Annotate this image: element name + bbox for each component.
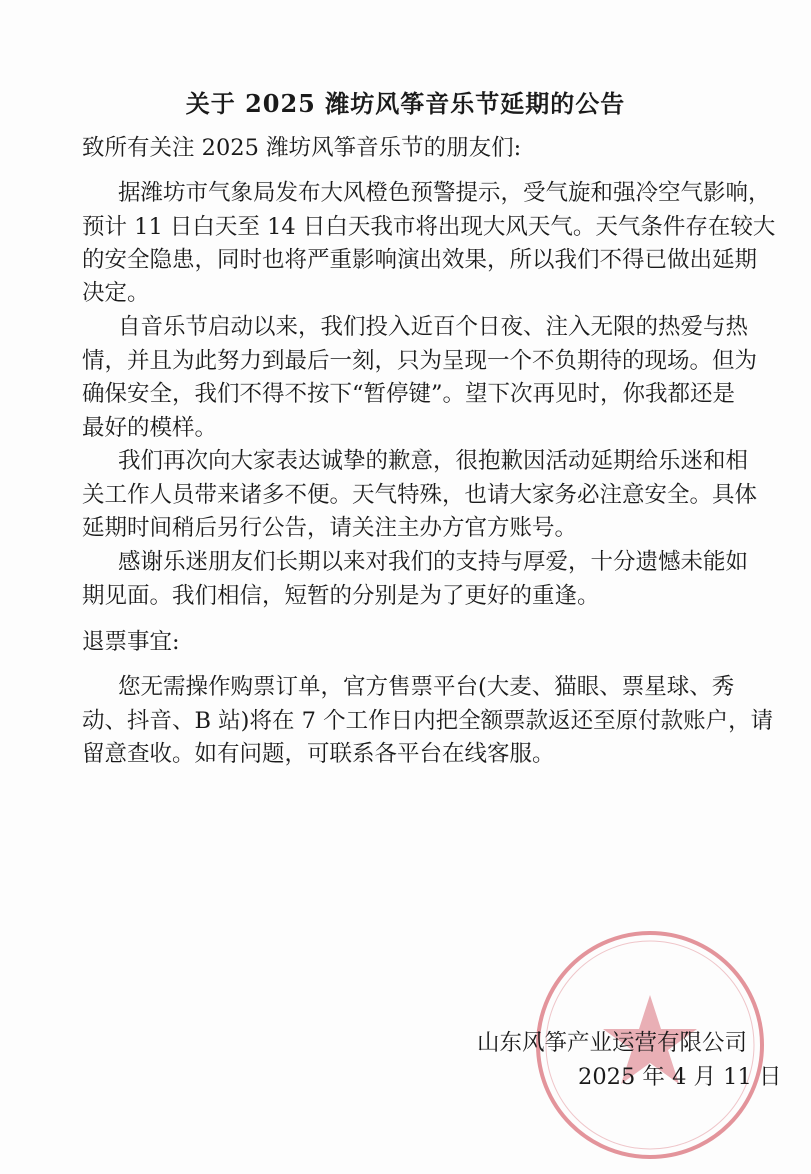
signature-company: 山东风筝产业运营有限公司 xyxy=(477,1030,748,1056)
paragraph-line: 预计 11 日白天至 14 日白天我市将出现大风天气。天气条件存在较大 xyxy=(82,214,776,240)
paragraph-line: 决定。 xyxy=(82,280,150,306)
paragraph-line: 自音乐节启动以来，我们投入近百个日夜、注入无限的热爱与热 xyxy=(118,314,749,340)
refund-heading: 退票事宜: xyxy=(82,629,180,655)
signature-date: 2025 年 4 月 11 日 xyxy=(578,1064,782,1090)
paragraph-line: 确保安全，我们不得不按下“暂停键”。望下次再见时，你我都还是 xyxy=(82,381,736,407)
paragraph-line: 我们再次向大家表达诚挚的歉意，很抱歉因活动延期给乐迷和相 xyxy=(118,448,749,474)
page-title: 关于 2025 潍坊风筝音乐节延期的公告 xyxy=(185,89,626,118)
refund-line: 您无需操作购票订单，官方售票平台(大麦、猫眼、票星球、秀 xyxy=(118,674,735,700)
paragraph-line: 最好的模样。 xyxy=(82,415,218,441)
paragraph-line: 情，并且为此努力到最后一刻，只为呈现一个不负期待的现场。但为 xyxy=(82,348,758,374)
refund-line: 动、抖音、B 站)将在 7 个工作日内把全额票款返还至原付款账户，请 xyxy=(82,708,774,734)
paragraph-line: 延期时间稍后另行公告，请关注主办方官方账号。 xyxy=(82,515,578,541)
paragraph-line: 感谢乐迷朋友们长期以来对我们的支持与厚爱，十分遗憾未能如 xyxy=(118,549,749,575)
refund-line: 留意查收。如有问题，可联系各平台在线客服。 xyxy=(82,741,555,767)
paragraph-line: 期见面。我们相信，短暂的分别是为了更好的重逢。 xyxy=(82,583,600,609)
salutation: 致所有关注 2025 潍坊风筝音乐节的朋友们: xyxy=(82,135,522,161)
paragraph-line: 的安全隐患，同时也将严重影响演出效果，所以我们不得已做出延期 xyxy=(82,247,758,273)
paragraph-line: 据潍坊市气象局发布大风橙色预警提示，受气旋和强冷空气影响， xyxy=(118,180,771,206)
paragraph-line: 关工作人员带来诸多不便。天气特殊，也请大家务必注意安全。具体 xyxy=(82,482,758,508)
